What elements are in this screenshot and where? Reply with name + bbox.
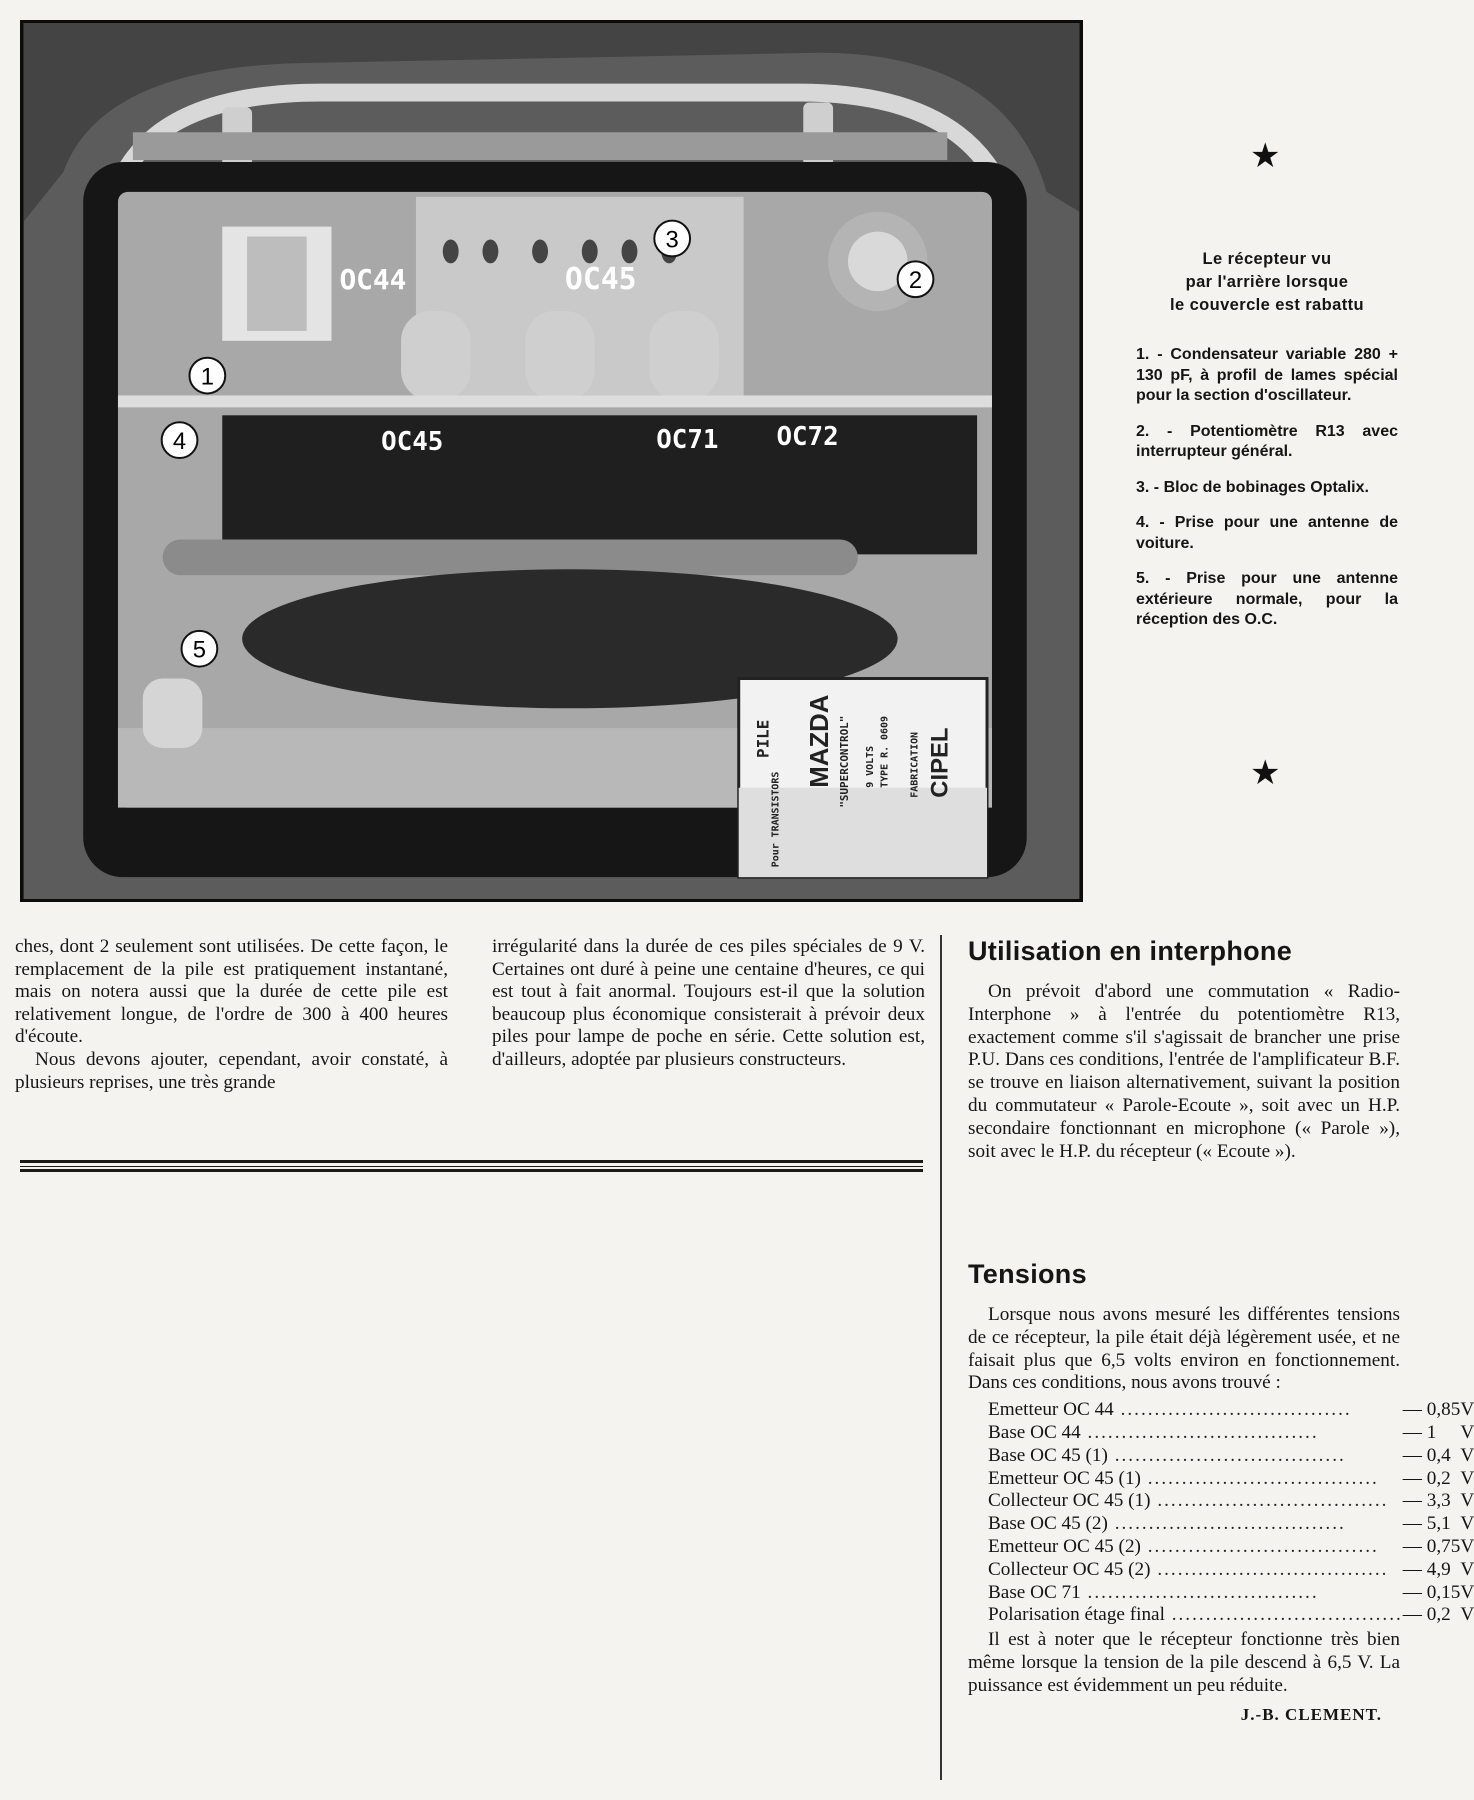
top-rail xyxy=(133,132,947,160)
leader-dots: .................................. xyxy=(1140,1535,1379,1557)
leader-dots: .................................. xyxy=(1150,1490,1389,1512)
voltage-unit: V xyxy=(1460,1490,1474,1512)
leader-dots: .................................. xyxy=(1107,1513,1346,1535)
voltage-unit: V xyxy=(1460,1558,1474,1580)
voltage-value: — 0,85 xyxy=(1402,1399,1461,1421)
table-row xyxy=(988,1490,1474,1513)
photo-caption xyxy=(1136,248,1398,317)
table-row xyxy=(988,1445,1474,1468)
voltage-table xyxy=(988,1399,1474,1627)
voltage-unit: V xyxy=(1460,1444,1474,1466)
voltage-unit: V xyxy=(1460,1604,1474,1626)
legend-item: 4. - Prise pour une antenne de voiture. xyxy=(1136,514,1398,552)
photo-caption-panel xyxy=(1136,248,1398,646)
table-row xyxy=(988,1604,1474,1627)
voltage-value: — 5,1 xyxy=(1402,1513,1451,1535)
marker-4: 4 xyxy=(172,428,187,456)
voltage-label-text: Emetteur OC 44 xyxy=(988,1399,1114,1421)
leader-dots: .................................. xyxy=(1080,1421,1319,1443)
leader-dots: .................................. xyxy=(1113,1399,1352,1421)
battery-use: Pour TRANSISTORS xyxy=(770,771,782,868)
voltage-label-text: Collecteur OC 45 (2) xyxy=(988,1558,1151,1580)
section-rule-thick-2 xyxy=(20,1169,923,1172)
legend-item: 2. - Potentiomètre R13 avec interrupteur général. xyxy=(1136,422,1398,460)
voltage-label xyxy=(988,1468,1403,1491)
voltage-label xyxy=(988,1582,1403,1605)
interphone-section xyxy=(968,935,1400,1163)
legend-item: 1. - Condensateur variable 280 + 130 pF, à profil de lames spécial pour la section d'oscillateur. xyxy=(1136,346,1398,404)
voltage-value: — 0,75 xyxy=(1402,1535,1461,1557)
battery-sub: "SUPERCONTROL" xyxy=(837,715,851,808)
voltage-value: — 1 xyxy=(1402,1421,1437,1443)
paragraph: On prévoit d'abord une commutation « Radio-Interphone » à l'entrée du potentiomètre R13, exactement comme s'il s'agissait de brancher une prise P.U. Dans ces conditions, l'entrée de l'amplificateur B.F. se trouve en liaison alternativement, suivant la position du commutateur « Parole-Ecoute », soit avec un H.P. secondaire fonctionnant en microphone (« Parole »), soit avec le H.P. du récepteur (« Ecoute »). xyxy=(968,981,1400,1162)
marker-1: 1 xyxy=(200,363,214,391)
battery xyxy=(739,679,987,878)
battery-pile: PILE xyxy=(753,719,773,758)
section-rule-thick xyxy=(20,1160,923,1163)
marker-2: 2 xyxy=(908,267,923,295)
paragraph: Lorsque nous avons mesuré les différentes tensions de ce récepteur, la pile était déjà légèrement usée, et ne faisait plus que 6,5 volts environ en fonctionnement. Dans ces conditions, nous avons trouvé : xyxy=(968,1304,1400,1394)
star-ornament-top: ★ xyxy=(1250,136,1281,176)
table-row xyxy=(988,1399,1474,1422)
voltage-value: — 0,4 xyxy=(1402,1444,1451,1466)
table-row xyxy=(988,1468,1474,1491)
column-divider xyxy=(940,935,942,1780)
label-oc72: OC72 xyxy=(776,422,839,453)
caption-line: le couvercle est rabattu xyxy=(1170,296,1364,314)
voltage-label xyxy=(988,1399,1403,1422)
table-row xyxy=(988,1422,1474,1445)
leader-dots: .................................. xyxy=(1080,1581,1319,1603)
voltage-label-text: Base OC 71 xyxy=(988,1581,1081,1603)
battery-volts: 9 VOLTS xyxy=(864,745,876,788)
feet-knob xyxy=(143,679,203,749)
paragraph: irrégularité dans la durée de ces piles spéciales de 9 V. Certaines ont duré à peine une centaine d'heures, ce qui est tout à fait anormal. Toujours est-il que la solution beaucoup plus économique consisterait à prévoir deux piles pour lampe de poche en série. Cette solution est, d'ailleurs, adoptée par plusieurs constructeurs. xyxy=(492,936,925,1070)
voltage-label-text: Base OC 45 (1) xyxy=(988,1444,1108,1466)
table-row xyxy=(988,1582,1474,1605)
label-oc45-bottom: OC45 xyxy=(381,427,444,458)
voltage-value: — 0,2 xyxy=(1402,1604,1451,1626)
caption-line: par l'arrière lorsque xyxy=(1185,273,1349,291)
voltage-label-text: Polarisation étage final xyxy=(988,1604,1165,1626)
heading-tensions: Tensions xyxy=(968,1259,1087,1289)
article-column-2 xyxy=(492,936,925,1072)
author-signature: J.-B. CLEMENT. xyxy=(1240,1704,1382,1724)
voltage-unit: V xyxy=(1460,1535,1474,1557)
voltage-label xyxy=(988,1559,1403,1582)
voltage-label xyxy=(988,1536,1403,1559)
component-legend xyxy=(1136,345,1398,631)
marker-3: 3 xyxy=(665,226,679,254)
section-rule-thin xyxy=(20,1166,923,1167)
leader-dots: .................................. xyxy=(1140,1467,1379,1489)
voltage-unit: V xyxy=(1460,1421,1474,1443)
tensions-section xyxy=(968,1258,1474,1726)
voltage-label-text: Collecteur OC 45 (1) xyxy=(988,1490,1151,1512)
voltage-label xyxy=(988,1422,1403,1445)
capacitor-plates xyxy=(247,237,307,331)
battery-fab: FABRICATION xyxy=(909,731,921,798)
table-row xyxy=(988,1536,1474,1559)
voltage-unit: V xyxy=(1460,1467,1474,1489)
article-column-1 xyxy=(15,936,448,1094)
heading-interphone: Utilisation en interphone xyxy=(968,936,1293,966)
voltage-label-text: Emetteur OC 45 (1) xyxy=(988,1467,1141,1489)
marker-5: 5 xyxy=(192,636,207,664)
label-oc71: OC71 xyxy=(656,425,719,456)
voltage-value: — 3,3 xyxy=(1402,1490,1451,1512)
voltage-label xyxy=(988,1490,1403,1513)
battery-brand: MAZDA xyxy=(806,694,835,788)
leader-dots: .................................. xyxy=(1107,1444,1346,1466)
voltage-unit: V xyxy=(1460,1513,1474,1535)
voltage-unit: V xyxy=(1460,1399,1474,1421)
label-oc45-top: OC45 xyxy=(564,262,637,298)
wiring-area xyxy=(222,415,977,554)
paragraph: Il est à noter que le récepteur fonctionne très bien même lorsque la tension de la pile descend à 6,5 V. La puissance est évidemment un peu réduite. xyxy=(968,1629,1400,1696)
paragraph: ches, dont 2 seulement sont utilisées. De cette façon, le remplacement de la pile est pratiquement instantané, mais on notera aussi que la durée de cette pile est relativement longue, de l'ordre de 300 à 400 heures d'écoute. xyxy=(15,936,448,1048)
voltage-label-text: Base OC 45 (2) xyxy=(988,1513,1108,1535)
voltage-value: — 0,15 xyxy=(1402,1581,1461,1603)
voltage-label-text: Emetteur OC 45 (2) xyxy=(988,1535,1141,1557)
voltage-label xyxy=(988,1604,1403,1627)
voltage-value: — 4,9 xyxy=(1402,1558,1451,1580)
table-row xyxy=(988,1513,1474,1536)
transformer-cans xyxy=(401,311,719,400)
battery-maker: CIPEL xyxy=(926,727,954,798)
voltage-value: — 0,2 xyxy=(1402,1467,1451,1489)
receiver-illustration xyxy=(23,23,1080,899)
ferrite-antenna-rod xyxy=(163,539,858,575)
receiver-photo xyxy=(20,20,1083,902)
table-row xyxy=(988,1559,1474,1582)
star-ornament-bottom: ★ xyxy=(1250,753,1281,793)
legend-item: 3. - Bloc de bobinages Optalix. xyxy=(1136,478,1369,496)
battery-type: TYPE R. 0609 xyxy=(879,716,891,788)
caption-line: Le récepteur vu xyxy=(1202,250,1332,268)
leader-dots: .................................. xyxy=(1164,1604,1403,1626)
voltage-label xyxy=(988,1513,1403,1536)
voltage-unit: V xyxy=(1460,1581,1474,1603)
legend-item: 5. - Prise pour une antenne extérieure normale, pour la réception des O.C. xyxy=(1136,570,1398,628)
paragraph: Nous devons ajouter, cependant, avoir constaté, à plusieurs reprises, une très grande xyxy=(15,1048,448,1093)
voltage-label-text: Base OC 44 xyxy=(988,1421,1081,1443)
leader-dots: .................................. xyxy=(1150,1558,1389,1580)
label-oc44: OC44 xyxy=(339,263,407,297)
chassis-plate xyxy=(118,395,992,407)
voltage-label xyxy=(988,1445,1403,1468)
